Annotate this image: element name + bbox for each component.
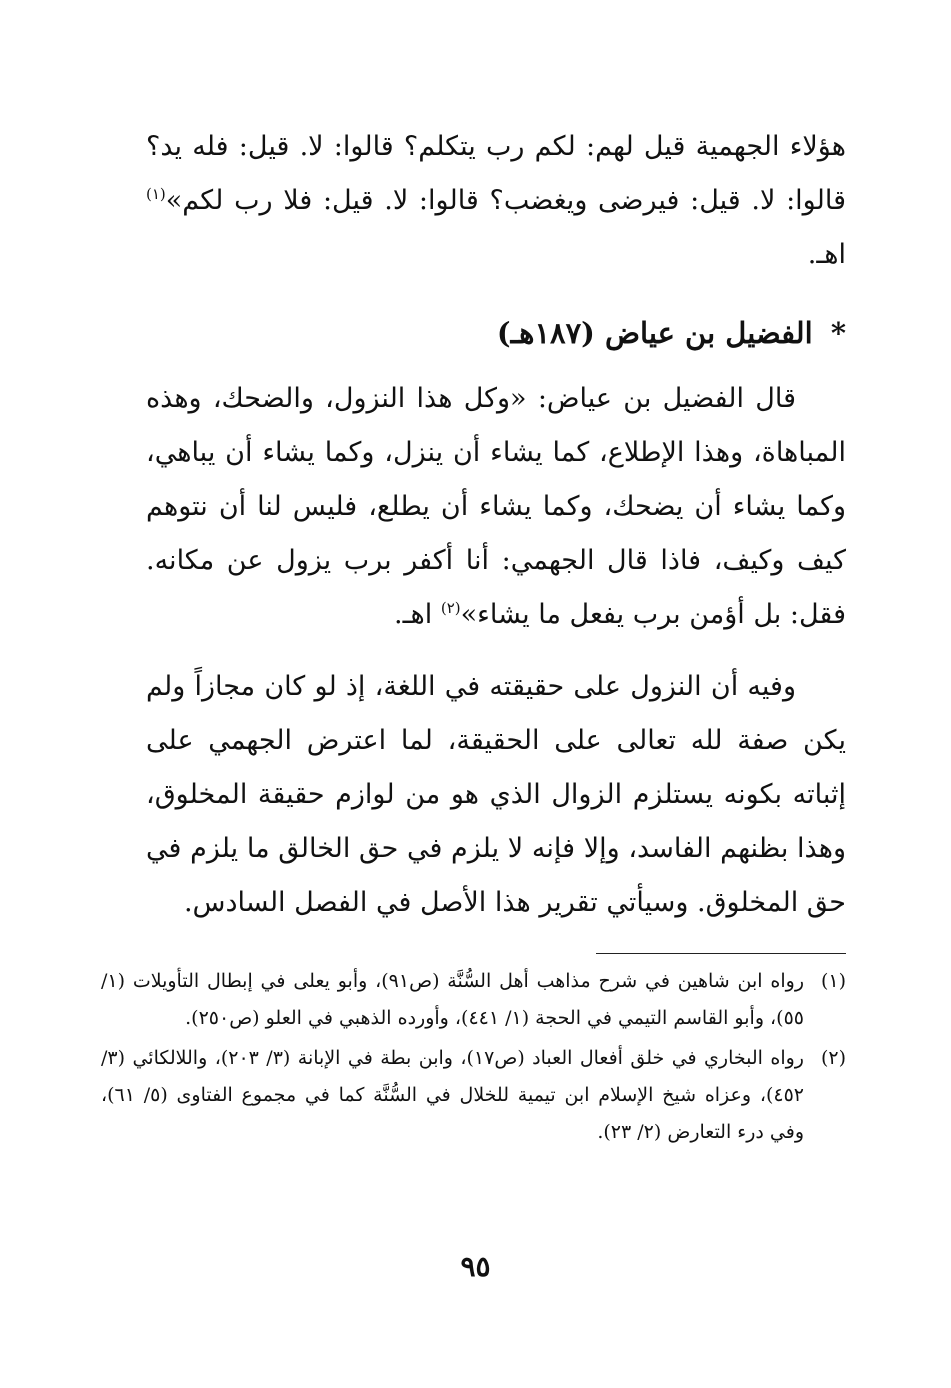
paragraph-fudayl-quote: [146, 372, 846, 642]
asterisk-marker: *: [830, 316, 846, 350]
page-number: ٩٥: [460, 1250, 491, 1283]
footnote-divider: [596, 953, 846, 954]
heading-text: الفضيل بن عياض (١٨٧هـ): [496, 316, 813, 350]
paragraph-ending: اهـ.: [807, 239, 846, 270]
footnotes-section: [101, 963, 846, 1154]
footnote-item: [101, 963, 846, 1037]
paragraph-ending: اهـ.: [394, 599, 441, 630]
paragraph-text: قال الفضيل بن عياض: «وكل هذا النزول، والضحك، وهذه المباهاة، وهذا الإطلاع، كما يشاء أن ينزل، وكما يشاء أن يباهي، وكما يشاء أن يضحك، وكما يشاء أن يطلع، فليس لنا أن نتوهم كيف وكيف، فاذا قال الجهمي: أنا أكفر برب يزول عن مكانه. فقل: بل أؤمن برب يفعل ما يشاء»: [146, 383, 846, 630]
paragraph-jahmiyya-quote: [146, 120, 846, 282]
footnote-number: (٢): [820, 1047, 846, 1069]
footnote-reference[interactable]: (١): [146, 185, 166, 203]
footnote-number: (١): [820, 970, 846, 992]
paragraph-text: وفيه أن النزول على حقيقته في اللغة، إذ لو كان مجازاً ولم يكن صفة لله تعالى على الحقيقة، لما اعترض الجهمي على إثباته بكونه يستلزم الزوال الذي هو من لوازم حقيقة المخلوق، وهذا بظنهم الفاسد، وإلا فإنه لا يلزم في حق الخالق ما يلزم في حق المخلوق. وسيأتي تقرير هذا الأصل في الفصل السادس.: [146, 671, 846, 918]
footnote-item: [101, 1040, 846, 1151]
footnote-text: رواه البخاري في خلق أفعال العباد (ص١٧)، وابن بطة في الإبانة (٣/ ٢٠٣)، واللالكائي (٣/ ٤٥٢)، وعزاه شيخ الإسلام ابن تيمية للخلال في السُّنَّة كما في مجموع الفتاوى (٥/ ٦١)، وفي درء التعارض (٢/ ٢٣).: [101, 1047, 804, 1143]
paragraph-commentary: [146, 660, 846, 930]
section-heading: [146, 306, 846, 360]
footnote-reference[interactable]: (٢): [440, 599, 461, 617]
paragraph-text: هؤلاء الجهمية قيل لهم: لكم رب يتكلم؟ قالوا: لا. قيل: فله يد؟ قالوا: لا. قيل: فيرضى ويغضب؟ قالوا: لا. قيل: فلا رب لكم»: [146, 131, 846, 216]
footnote-text: رواه ابن شاهين في شرح مذاهب أهل السُّنَّة (ص٩١)، وأبو يعلى في إبطال التأويلات (١/ ٥٥)، وأبو القاسم التيمي في الحجة (١/ ٤٤١)، وأورده الذهبي في العلو (ص٢٥٠).: [101, 970, 804, 1029]
